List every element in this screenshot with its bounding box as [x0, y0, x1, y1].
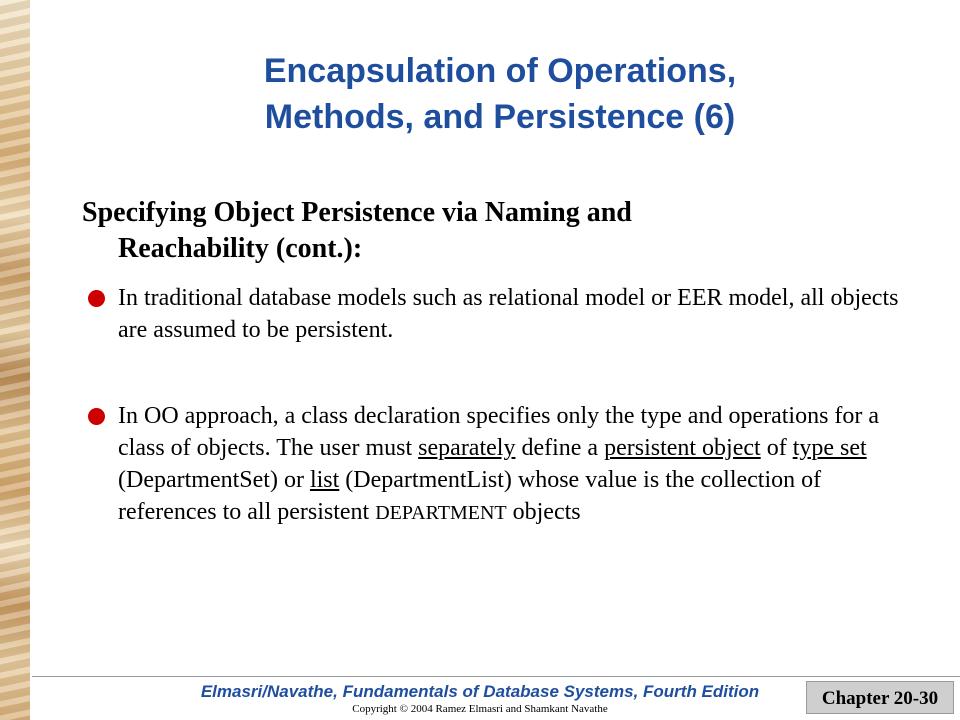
slide-title-line1: Encapsulation of Operations,: [263, 52, 737, 90]
bullet2-underlined-type-set: type set: [792, 435, 867, 461]
bullet2-underlined-separately: separately: [418, 435, 516, 461]
bullet2-text-seg6: objects: [506, 499, 581, 525]
slide-title-line2: Methods, and Persistence (6): [264, 98, 736, 136]
footer-book-title: Elmasri/Navathe, Fundamentals of Database Systems, Fourth Edition: [200, 682, 760, 701]
bullet-text-2: [118, 400, 902, 529]
bullet-item-2: [82, 400, 902, 529]
chapter-label: Chapter 20-30: [806, 681, 954, 714]
footer-divider: [32, 676, 960, 677]
bullet-dot-icon: [88, 408, 105, 425]
bullet2-text-seg2: define a: [515, 435, 605, 461]
desert-decoration-strip: [0, 0, 30, 720]
subheading-line1: Specifying Object Persistence via Naming and: [82, 197, 632, 228]
bullet2-underlined-list: list: [309, 467, 340, 493]
bullet2-department-caps: DEPARTMENT: [375, 502, 507, 524]
bullet-text-1: In traditional database models such as relational model or EER model, all objects are assumed to be persistent.: [118, 285, 899, 343]
slide-title: [120, 48, 880, 140]
subheading-line2: Reachability (cont.):: [118, 233, 363, 264]
bullet2-text-seg1: In OO approach, a class declaration specifies only the type and operations for a class of objects. The user must: [118, 403, 880, 461]
bullet2-text-seg4: (DepartmentSet) or: [118, 467, 310, 493]
bullet-dot-icon: [88, 290, 105, 307]
bullet-item-1: [82, 282, 902, 346]
footer-copyright: Copyright © 2004 Ramez Elmasri and Shamkant Navathe: [352, 703, 608, 715]
bullet2-text-seg5: (DepartmentList) whose value is the collection of references to all persistent: [118, 467, 822, 525]
bullet2-text-seg3: of: [760, 435, 793, 461]
bullet2-underlined-persistent-object: persistent object: [604, 435, 761, 461]
subheading: [82, 195, 862, 267]
